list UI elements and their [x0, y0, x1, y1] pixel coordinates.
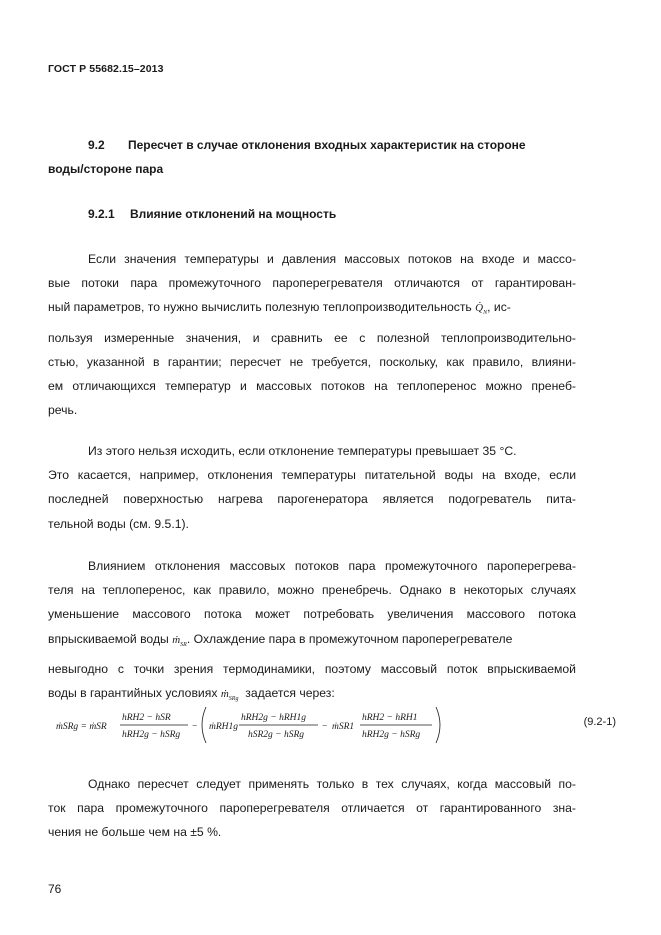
p1-line-3-text: ный параметров, то нужно вычислить полезную теплопроизводительность — [48, 300, 472, 315]
p3-line-6-text: воды в гарантийных условиях — [48, 686, 218, 701]
p2-line-1: Из этого нельзя исходить, если отклонение температуры превышает 35 °С. — [88, 444, 517, 458]
p2-line-3: последней поверхностью нагрева парогенератора является подогреватель пита- — [48, 492, 576, 507]
p2-line-2: Это касается, например, отклонения температуры питательной воды на входе, если — [48, 468, 576, 483]
p4-line-3: чения не больше чем на ±5 %. — [48, 825, 222, 840]
p2-line-4: тельной воды (см. 9.5.1). — [48, 516, 189, 531]
p1-line-6: ем отличающихся температур и массовых потоков на теплоперенос можно пренеб- — [48, 379, 576, 394]
fraction2-denominator: hSR2g − hSRg — [248, 730, 305, 740]
paragraph-2 — [48, 439, 576, 536]
p3-line-3: уменьшение массового потока может потребовать увеличения массового потока — [48, 607, 576, 622]
p3-line-6-tail: задается через: — [245, 686, 335, 701]
symbol-m: ṁ — [172, 633, 181, 646]
section-title-line2: воды/стороне пара — [48, 162, 164, 176]
p1-line-2: вые потоки пара промежуточного пароперегревателя отличаются от гарантирован- — [48, 276, 576, 291]
fraction3-numerator: hRH2 − hRH1 — [362, 713, 418, 723]
formula-lhs: ṁSRg = ṁSR — [56, 722, 107, 732]
p3-line-5: невыгодно с точки зрения термодинамики, поэтому массовый поток впрыскиваемой — [48, 662, 576, 676]
symbol-q-sub: N — [483, 310, 488, 317]
p4-line-2: ток пара промежуточного пароперегревателя отличается от гарантированного зна- — [48, 801, 576, 816]
p1-line-3 — [48, 295, 576, 325]
p3-line-4-tail: . Охлаждение пара в промежуточном пароперегревателе — [186, 631, 513, 646]
fraction2-numerator: hRH2g − hRH1g — [241, 713, 306, 723]
injection-flow-symbol — [172, 634, 187, 646]
formula-9-2-1 — [56, 703, 616, 747]
section-title-line1: Пересчет в случае отклонения входных характеристик на стороне — [128, 138, 526, 152]
section-number: 9.2 — [88, 138, 105, 152]
equation-number: (9.2-1) — [583, 716, 616, 728]
fraction3-denominator: hRH2g − hSRg — [362, 730, 421, 740]
fraction1-denominator: hRH2g − hSRg — [122, 730, 181, 740]
paragraph-3 — [48, 554, 576, 712]
fraction1-numerator: hRH2 − hSR — [122, 713, 171, 723]
paragraph-4 — [48, 772, 576, 845]
p1-line-5: стью, указанной в гарантии; пересчет не требуется, поскольку, как правило, влияни- — [48, 355, 576, 369]
p3-line-4-text: впрыскиваемой воды — [48, 631, 169, 646]
p3-line-2: теля на теплоперенос, как правило, можно пренебречь. Однако в некоторых случаях — [48, 583, 576, 598]
p1-line-4: пользуя измеренные значения, и сравнить ее с полезной теплопроизводительно- — [48, 330, 576, 345]
minus-sign-2: − — [322, 722, 328, 732]
document-header: ГОСТ Р 55682.15–2013 — [48, 63, 164, 75]
subsection-title: Влияние отклонений на мощность — [130, 207, 337, 221]
symbol-mg: ṁ — [220, 688, 229, 701]
subsection-heading — [88, 204, 336, 224]
p3-line-4 — [48, 627, 576, 657]
p1-line-3-tail: , ис- — [487, 300, 511, 315]
guaranteed-injection-flow-symbol — [220, 688, 239, 703]
p1-line-1: Если значения температуры и давления массовых потоков на входе и массо- — [88, 252, 576, 266]
section-heading — [48, 133, 588, 181]
symbol-q: Q̇ — [475, 302, 484, 315]
p3-line-1: Влиянием отклонения массовых потоков пара промежуточного пароперегрева- — [88, 559, 576, 573]
symbol-m-sub: SR — [180, 641, 187, 648]
paragraph-1 — [48, 247, 576, 423]
page-number: 76 — [48, 882, 62, 896]
minus-sign: − — [192, 722, 198, 732]
term-b: ṁSR1 — [332, 722, 355, 732]
subsection-number: 9.2.1 — [88, 207, 115, 221]
right-paren — [436, 707, 440, 743]
p4-line-1: Однако пересчет следует применять только в тех случаях, когда массовый по- — [88, 777, 576, 791]
left-paren — [202, 707, 206, 743]
term-a: ṁRH1g — [209, 722, 239, 732]
formula-graphic — [56, 703, 576, 747]
symbol-mg-sub: SRg — [228, 696, 239, 703]
heat-output-symbol — [475, 302, 488, 317]
p1-line-7: речь. — [48, 403, 78, 418]
